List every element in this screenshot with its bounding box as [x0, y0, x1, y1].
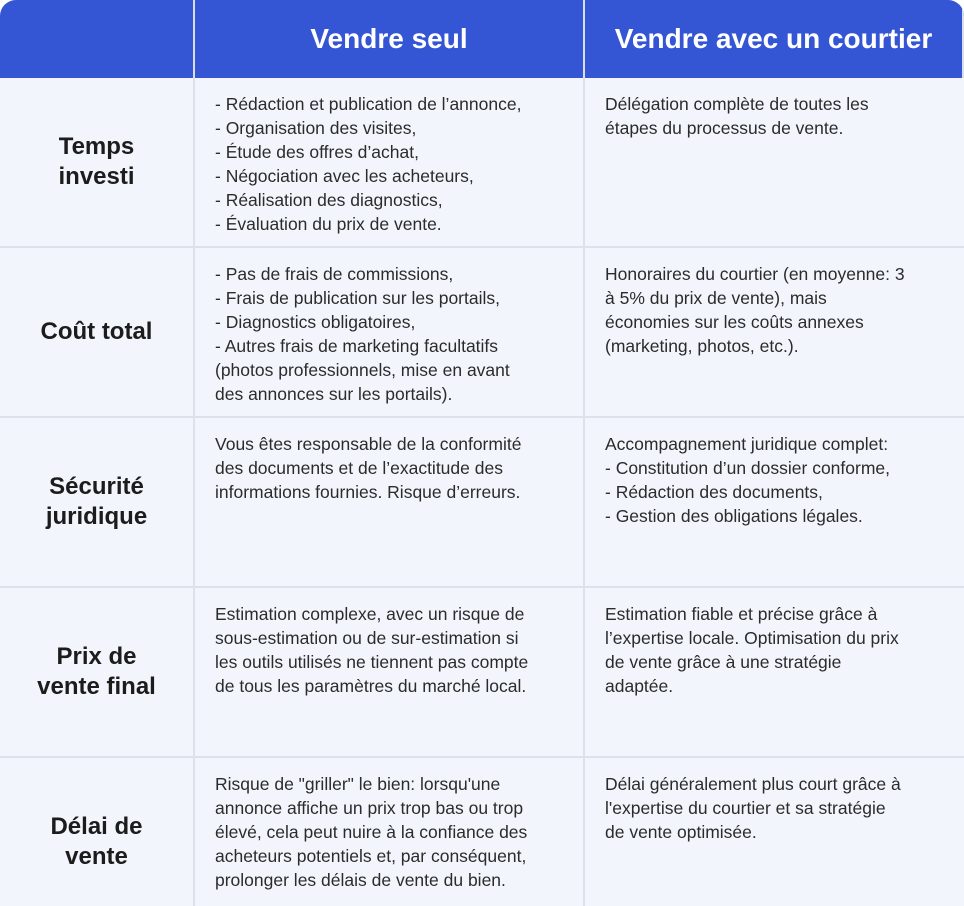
cell-text-line: - Constitution d’un dossier conforme,: [605, 458, 890, 478]
row-label-line: juridique: [45, 503, 148, 530]
cell-text-line: prolonger les délais de vente du bien.: [215, 870, 506, 890]
row-label-line: Délai de: [50, 813, 143, 840]
cell-text-line: - Rédaction des documents,: [605, 482, 823, 502]
cell-courtier-delai-de-vente: [585, 758, 964, 906]
cell-seul-prix-de-vente-final: [195, 588, 585, 758]
row-label-line: Temps: [58, 133, 135, 160]
cell-text-line: - Négociation avec les acheteurs,: [215, 166, 474, 186]
cell-text-line: - Frais de publication sur les portails,: [215, 288, 500, 308]
cell-text-line: Risque de "griller" le bien: lorsqu'une: [215, 774, 501, 794]
cell-text-line: Estimation fiable et précise grâce à: [605, 604, 878, 624]
cell-text-line: l'expertise du courtier et sa stratégie: [605, 798, 886, 818]
cell-text-line: (marketing, photos, etc.).: [605, 336, 799, 356]
cell-text-line: - Étude des offres d’achat,: [215, 142, 419, 162]
cell-text-line: - Évaluation du prix de vente.: [215, 214, 442, 234]
cell-text-line: de tous les paramètres du marché local.: [215, 676, 527, 696]
cell-seul-securite-juridique: [195, 418, 585, 588]
cell-text-line: les outils utilisés ne tiennent pas compte: [215, 652, 529, 672]
cell-text-line: adaptée.: [605, 676, 674, 696]
cell-text-line: économies sur les coûts annexes: [605, 312, 864, 332]
cell-courtier-securite-juridique: [585, 418, 964, 588]
cell-text-line: informations fournies. Risque d’erreurs.: [215, 482, 521, 502]
cell-courtier-cout-total: [585, 248, 964, 418]
cell-text-line: Délégation complète de toutes les: [605, 94, 869, 114]
row-label-line: vente final: [37, 673, 156, 700]
row-label-line: Coût total: [40, 318, 153, 345]
cell-text-line: annonce affiche un prix trop bas ou trop: [215, 798, 524, 818]
cell-text-line: (photos professionnels, mise en avant: [215, 360, 510, 380]
cell-text-line: Estimation complexe, avec un risque de: [215, 604, 525, 624]
cell-text-line: l’expertise locale. Optimisation du prix: [605, 628, 899, 648]
cell-text-line: élevé, cela peut nuire à la confiance des: [215, 822, 528, 842]
cell-text-line: - Organisation des visites,: [215, 118, 417, 138]
cell-text-line: de vente grâce à une stratégie: [605, 652, 842, 672]
cell-text-line: Délai généralement plus court grâce à: [605, 774, 901, 794]
cell-text-line: - Rédaction et publication de l’annonce,: [215, 94, 522, 114]
cell-text-line: - Pas de frais de commissions,: [215, 264, 454, 284]
cell-text-line: acheteurs potentiels et, par conséquent,: [215, 846, 527, 866]
cell-text-line: - Gestion des obligations légales.: [605, 506, 863, 526]
row-label-securite-juridique: [0, 418, 195, 588]
cell-text-line: - Réalisation des diagnostics,: [215, 190, 443, 210]
cell-text-line: à 5% du prix de vente), mais: [605, 288, 827, 308]
cell-text-line: - Diagnostics obligatoires,: [215, 312, 416, 332]
cell-text-line: sous-estimation ou de sur-estimation si: [215, 628, 519, 648]
row-label-line: Prix de: [56, 643, 137, 670]
header-vendre-seul: Vendre seul: [195, 0, 585, 78]
cell-text-line: des annonces sur les portails).: [215, 384, 453, 404]
cell-text-line: - Autres frais de marketing facultatifs: [215, 336, 499, 356]
row-label-prix-de-vente-final: [0, 588, 195, 758]
header-corner-cell: [0, 0, 195, 78]
cell-courtier-prix-de-vente-final: [585, 588, 964, 758]
row-label-temps-investi: [0, 78, 195, 248]
cell-text-line: Accompagnement juridique complet:: [605, 434, 889, 454]
cell-seul-delai-de-vente: [195, 758, 585, 906]
row-label-line: Sécurité: [49, 473, 144, 500]
row-label-line: investi: [58, 163, 135, 190]
cell-text-line: Vous êtes responsable de la conformité: [215, 434, 522, 454]
cell-courtier-temps-investi: [585, 78, 964, 248]
cell-seul-cout-total: [195, 248, 585, 418]
row-label-line: vente: [65, 843, 128, 870]
cell-seul-temps-investi: [195, 78, 585, 248]
cell-text-line: de vente optimisée.: [605, 822, 757, 842]
row-label-cout-total: [0, 248, 195, 418]
header-vendre-avec-courtier: Vendre avec un courtier: [585, 0, 964, 78]
cell-text-line: Honoraires du courtier (en moyenne: 3: [605, 264, 905, 284]
cell-text-line: des documents et de l’exactitude des: [215, 458, 503, 478]
row-label-delai-de-vente: [0, 758, 195, 906]
cell-text-line: étapes du processus de vente.: [605, 118, 844, 138]
